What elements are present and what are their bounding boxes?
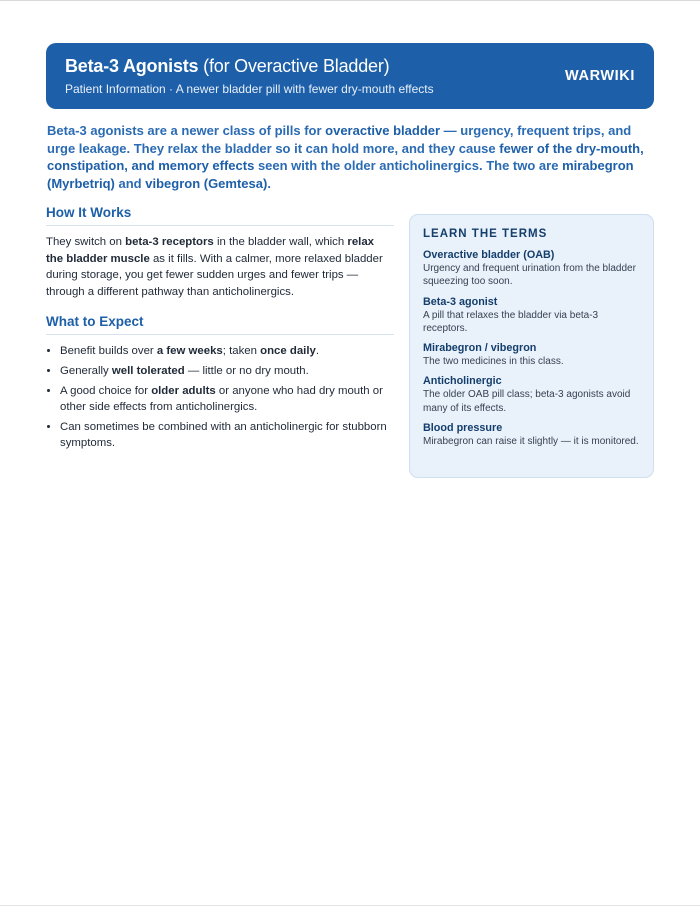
text: or anyone who had dry mouth or other side effects from anticholinergics. <box>60 385 383 413</box>
intro-bold: vibegron (Gemtesa) <box>145 175 268 191</box>
bold-text: a few weeks <box>156 345 223 357</box>
term-entry <box>423 374 640 415</box>
how-it-works-paragraph <box>46 234 394 300</box>
text: — little or no dry mouth. <box>184 365 309 377</box>
intro-text: . <box>267 175 271 191</box>
expect-list <box>46 343 394 451</box>
page-subtitle: Patient Information · A newer bladder pill with fewer dry-mouth effects <box>65 82 434 96</box>
list-item <box>60 363 394 379</box>
text: in the bladder wall, which <box>213 236 348 248</box>
term-entry <box>423 295 640 336</box>
term-definition: A pill that relaxes the bladder via beta-3 receptors. <box>423 309 599 334</box>
intro-text: — urgency, frequent trips, and urge leakage. They relax the bladder so it can hold more, and they cause <box>47 123 632 156</box>
term-entry <box>423 421 640 448</box>
header-banner <box>46 43 654 109</box>
what-to-expect-heading: What to Expect <box>46 314 394 335</box>
term-name: Mirabegron / vibegron <box>423 342 537 355</box>
text: A good choice for <box>60 385 152 397</box>
list-item <box>60 343 394 359</box>
title-bold: Beta-3 Agonists <box>65 56 199 76</box>
list-item <box>60 383 394 415</box>
brand-logo: WARWIKI <box>565 68 635 84</box>
text: They switch on <box>46 236 126 248</box>
intro-text: and <box>114 175 146 191</box>
bold-text: once daily <box>260 345 316 357</box>
text: as it fills. With a calmer, more relaxed bladder during storage, you get fewer sudden urges and fewer trips — through a different pathway than anticholinergics. <box>46 252 383 298</box>
term-name: Beta-3 agonist <box>423 295 498 308</box>
term-definition: The older OAB pill class; beta-3 agonists avoid many of its effects. <box>423 389 631 414</box>
term-entry <box>423 248 640 289</box>
title-rest: (for Overactive Bladder) <box>198 56 390 76</box>
page-title <box>65 56 389 77</box>
text: Can sometimes be combined with an anticholinergic for stubborn symptoms. <box>60 421 387 449</box>
bold-text: well tolerated <box>111 365 185 377</box>
text: ; taken <box>222 345 261 357</box>
bold-text: relax the bladder muscle <box>46 236 374 265</box>
main-column <box>46 205 394 455</box>
intro-bold: mirabegron (Myrbetriq) <box>47 158 634 191</box>
bold-text: beta-3 receptors <box>125 236 214 248</box>
intro-text: seen with the older anticholinergics. The two are <box>254 158 563 173</box>
how-it-works-heading: How It Works <box>46 205 394 226</box>
bold-text: older adults <box>151 385 216 397</box>
term-name: Anticholinergic <box>423 375 502 388</box>
term-definition: The two medicines in this class. <box>423 356 564 368</box>
term-name: Overactive bladder (OAB) <box>423 249 555 261</box>
intro-paragraph <box>47 122 657 192</box>
term-definition: Mirabegron can raise it slightly — it is monitored. <box>423 436 639 448</box>
term-name: Blood pressure <box>423 422 503 435</box>
text: . <box>315 345 319 357</box>
intro-text: Beta-3 agonists are a newer class of pills for <box>47 123 326 138</box>
text: Benefit builds over <box>60 345 157 357</box>
intro-bold: fewer of the dry-mouth, constipation, and memory effects <box>47 140 644 173</box>
list-item <box>60 419 394 451</box>
term-definition: Urgency and frequent urination from the bladder squeezing too soon. <box>423 263 636 288</box>
text: Generally <box>60 365 112 377</box>
term-entry <box>423 341 640 368</box>
learn-the-terms-box <box>409 214 654 478</box>
intro-bold: overactive bladder <box>325 123 441 138</box>
terms-title: LEARN THE TERMS <box>423 228 548 240</box>
